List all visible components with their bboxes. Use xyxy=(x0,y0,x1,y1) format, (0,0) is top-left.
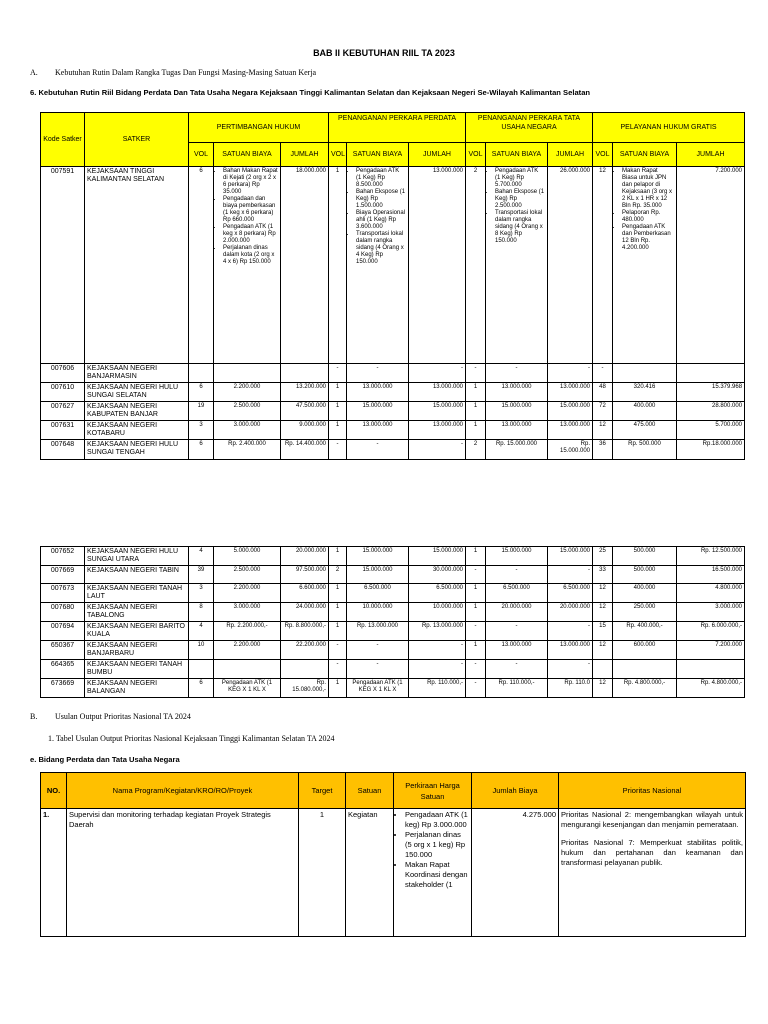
satuan-biaya-cell: 475.000 xyxy=(613,421,677,440)
list-item: • Pengadaan ATK (1 keg) Rp 3.000.000 xyxy=(405,810,469,830)
vol-cell: 12 xyxy=(593,167,613,364)
vol-cell: 6 xyxy=(189,383,214,402)
list-item: • Pengadaan ATK dan Pemberkasan 12 Bln Rp. 4.200.000 xyxy=(622,224,674,252)
header-satker: SATKER xyxy=(85,113,189,167)
table-row xyxy=(41,383,745,402)
satuan-biaya-cell: 15.000.000 xyxy=(486,402,548,421)
nama-program-cell: Supervisi dan monitoring terhadap kegiatan Proyek Strategis Daerah xyxy=(67,809,299,937)
satuan-biaya-cell: 13.000.000 xyxy=(347,383,409,402)
header-target: Target xyxy=(299,773,346,809)
jumlah-cell: 22.200.000 xyxy=(281,641,329,660)
header-jumlah: JUMLAH xyxy=(281,143,329,167)
satker-cell: KEJAKSAAN NEGERI KOTABARU xyxy=(85,421,189,440)
table-row xyxy=(41,364,745,383)
jumlah-cell: 16.500.000 xyxy=(677,566,745,584)
satuan-biaya-cell: Rp. 2.200.000,- xyxy=(214,622,281,641)
satuan-biaya-cell: Rp. 15.000.000 xyxy=(486,440,548,460)
vol-cell: 1 xyxy=(329,421,347,440)
satuan-biaya-cell: 320.416 xyxy=(613,383,677,402)
satuan-biaya-cell: 2.500.000 xyxy=(214,402,281,421)
satuan-biaya-cell: 3.000.000 xyxy=(214,421,281,440)
vol-cell: - xyxy=(466,364,486,383)
list-item: • Pengadaan ATK (1 Keg) Rp 8.500.000 xyxy=(356,168,406,189)
satuan-biaya-cell: Rp. 2.400.000 xyxy=(214,440,281,460)
jumlah-cell: 18.000.000 xyxy=(281,167,329,364)
table-row xyxy=(41,660,745,679)
header-perkara-tun: PENANGANAN PERKARA TATA USAHA NEGARA xyxy=(466,113,593,143)
vol-cell: 6 xyxy=(189,679,214,698)
satuan-biaya-cell: 2.200.000 xyxy=(214,383,281,402)
table-row xyxy=(41,167,745,364)
vol-cell: 10 xyxy=(189,641,214,660)
header-vol: VOL xyxy=(329,143,347,167)
header-satuan: SATUAN BIAYA xyxy=(347,143,409,167)
vol-cell: 4 xyxy=(189,547,214,566)
vol-cell: 4 xyxy=(189,622,214,641)
satuan-biaya-cell: Pengadaan ATK (1 KEG X 1 KL X xyxy=(347,679,409,698)
jumlah-cell: - xyxy=(548,364,593,383)
jumlah-cell: 15.000.000 xyxy=(409,402,466,421)
jumlah-cell: 26.000.000 xyxy=(548,167,593,364)
target-cell: 1 xyxy=(299,809,346,937)
satuan-biaya-cell xyxy=(214,364,281,383)
jumlah-cell: 13.000.000 xyxy=(548,383,593,402)
jumlah-cell: Rp. 15.000.000 xyxy=(548,440,593,460)
vol-cell: 6 xyxy=(189,440,214,460)
table-row xyxy=(41,566,745,584)
vol-cell: 33 xyxy=(593,566,613,584)
table-row xyxy=(41,622,745,641)
table-row xyxy=(41,402,745,421)
satuan-biaya-cell: 2.500.000 xyxy=(214,566,281,584)
vol-cell: - xyxy=(466,660,486,679)
vol-cell: 12 xyxy=(593,603,613,622)
vol-cell: 2 xyxy=(466,167,486,364)
jumlah-cell: 24.000.000 xyxy=(281,603,329,622)
satuan-biaya-cell: 10.000.000 xyxy=(347,603,409,622)
list-item: • Makan Rapat Koordinasi dengan stakeholder (1 xyxy=(405,860,469,890)
header-jumlah: JUMLAH xyxy=(677,143,745,167)
vol-cell: 1 xyxy=(329,547,347,566)
vol-cell: - xyxy=(466,679,486,698)
jumlah-cell xyxy=(281,660,329,679)
satuan-cell: Kegiatan xyxy=(346,809,394,937)
jumlah-cell: 10.000.000 xyxy=(409,603,466,622)
jumlah-cell: - xyxy=(548,660,593,679)
kode-cell: 007694 xyxy=(41,622,85,641)
vol-cell: 12 xyxy=(593,679,613,698)
vol-cell: - xyxy=(466,622,486,641)
kebutuhan-table-top xyxy=(40,112,745,460)
satker-cell: KEJAKSAAN NEGERI HULU SUNGAI UTARA xyxy=(85,547,189,566)
kode-cell: 007610 xyxy=(41,383,85,402)
satuan-biaya-cell: 20.000.000 xyxy=(486,603,548,622)
table-row xyxy=(41,547,745,566)
header-harga-satuan: Perkiraan Harga Satuan xyxy=(394,773,472,809)
jumlah-cell: - xyxy=(409,440,466,460)
satuan-biaya-cell xyxy=(613,660,677,679)
section-a-text: Kebutuhan Rutin Dalam Rangka Tugas Dan Fungsi Masing-Masing Satuan Kerja xyxy=(55,68,317,77)
vol-cell xyxy=(593,660,613,679)
vol-cell: 39 xyxy=(189,566,214,584)
list-item: • Pelaporan Rp. 480.000 xyxy=(622,210,674,224)
satuan-biaya-cell: - xyxy=(486,364,548,383)
vol-cell: 12 xyxy=(593,421,613,440)
header-perkara-perdata: PENANGANAN PERKARA PERDATA xyxy=(329,113,466,143)
vol-cell xyxy=(189,364,214,383)
prioritas-nasional-cell xyxy=(559,809,746,937)
jumlah-cell: Rp. 4.800.000,- xyxy=(677,679,745,698)
jumlah-cell: 13.200.000 xyxy=(281,383,329,402)
jumlah-cell: Rp. 6.000.000,- xyxy=(677,622,745,641)
jumlah-cell: - xyxy=(409,364,466,383)
jumlah-biaya-cell: 4.275.000 xyxy=(472,809,559,937)
jumlah-cell: 5.700.000 xyxy=(677,421,745,440)
satuan-biaya-cell: 13.000.000 xyxy=(347,421,409,440)
list-item: • Pengadaan dan biaya pemberkasan (1 keg x 6 perkara) Rp 660.000 xyxy=(223,196,278,224)
satuan-biaya-cell: 400.000 xyxy=(613,402,677,421)
jumlah-cell: 13.000.000 xyxy=(409,383,466,402)
satker-cell: KEJAKSAAN TINGGI KALIMANTAN SELATAN xyxy=(85,167,189,364)
header-jumlah: JUMLAH xyxy=(409,143,466,167)
satuan-biaya-cell: 250.000 xyxy=(613,603,677,622)
satuan-biaya-cell: - xyxy=(486,566,548,584)
vol-cell: - xyxy=(329,440,347,460)
satuan-biaya-cell: 5.000.000 xyxy=(214,547,281,566)
vol-cell: 1 xyxy=(466,603,486,622)
kode-cell: 007591 xyxy=(41,167,85,364)
satuan-biaya-cell: - xyxy=(486,622,548,641)
header-satuan: SATUAN BIAYA xyxy=(613,143,677,167)
jumlah-cell: 6.500.000 xyxy=(548,584,593,603)
table-row xyxy=(41,679,745,698)
jumlah-cell: Rp. 12.500.000 xyxy=(677,547,745,566)
kode-cell: 007652 xyxy=(41,547,85,566)
list-item: • Pengadaan ATK (1 Keg) Rp 5.700.000 xyxy=(495,168,545,189)
jumlah-cell: 13.000.000 xyxy=(548,641,593,660)
vol-cell: 3 xyxy=(189,421,214,440)
kode-cell: 007680 xyxy=(41,603,85,622)
header-vol: VOL xyxy=(593,143,613,167)
vol-cell: 25 xyxy=(593,547,613,566)
satuan-biaya-cell: - xyxy=(347,660,409,679)
header-kode: Kode Satker xyxy=(41,113,85,167)
jumlah-cell: - xyxy=(409,660,466,679)
jumlah-cell: Rp. 15.080.000,- xyxy=(281,679,329,698)
jumlah-cell xyxy=(677,364,745,383)
satuan-biaya-cell: Rp. 13.000.000 xyxy=(347,622,409,641)
vol-cell: 1 xyxy=(466,421,486,440)
vol-cell: 8 xyxy=(189,603,214,622)
header-pelayanan-hukum: PELAYANAN HUKUM GRATIS xyxy=(593,113,745,143)
header-no: NO. xyxy=(41,773,67,809)
satuan-biaya-cell: 15.000.000 xyxy=(486,547,548,566)
jumlah-cell: 47.500.000 xyxy=(281,402,329,421)
satker-cell: KEJAKSAAN NEGERI BALANGAN xyxy=(85,679,189,698)
satuan-biaya-cell: 13.000.000 xyxy=(486,641,548,660)
satuan-biaya-cell: Rp. 4.800.000,- xyxy=(613,679,677,698)
vol-cell: 1 xyxy=(329,679,347,698)
jumlah-cell: 6.600.000 xyxy=(281,584,329,603)
list-item: • Transportasi lokal dalam rangka sidang (4 Orang x 8 Keg) Rp 150.000 xyxy=(495,210,545,245)
jumlah-cell: - xyxy=(548,566,593,584)
jumlah-cell: 15.000.000 xyxy=(548,547,593,566)
kebutuhan-table-bottom xyxy=(40,546,745,698)
jumlah-cell: - xyxy=(548,622,593,641)
jumlah-cell: 15.000.000 xyxy=(548,402,593,421)
vol-cell: 3 xyxy=(189,584,214,603)
vol-cell: 1 xyxy=(466,641,486,660)
kode-cell: 007631 xyxy=(41,421,85,440)
vol-cell: 1 xyxy=(466,547,486,566)
table-row xyxy=(41,809,746,937)
list-item: • Bahan Makan Rapat di Kejati (2 org x 2 x 6 perkara) Rp 35.000 xyxy=(223,168,278,196)
kode-cell: 007627 xyxy=(41,402,85,421)
jumlah-cell: 28.800.000 xyxy=(677,402,745,421)
section-b-letter: B. xyxy=(30,712,38,721)
list-item: • Pengadaan ATK (1 keg x 8 perkara) Rp 2.000.000 xyxy=(223,224,278,245)
satker-cell: KEJAKSAAN NEGERI TANAH LAUT xyxy=(85,584,189,603)
table-row xyxy=(41,421,745,440)
satuan-biaya-cell: Rp. 110.000,- xyxy=(486,679,548,698)
kode-cell: 007673 xyxy=(41,584,85,603)
vol-cell: 6 xyxy=(189,167,214,364)
harga-satuan-list xyxy=(394,809,472,937)
vol-cell: 1 xyxy=(466,383,486,402)
jumlah-cell: Rp. 110.0 xyxy=(548,679,593,698)
vol-cell: 1 xyxy=(329,383,347,402)
jumlah-cell: - xyxy=(409,641,466,660)
header-vol: VOL xyxy=(189,143,214,167)
kode-cell: 007606 xyxy=(41,364,85,383)
item-6-heading: 6. Kebutuhan Rutin Riil Bidang Perdata Dan Tata Usaha Negara Kejaksaan Tinggi Kalimantan Selatan dan Kejaksaan Negeri Se-Wilayah Kalimantan Selatan xyxy=(30,88,591,97)
list-item: • Transportasi lokal dalam rangka sidang (4 Orang x 4 Keg) Rp 150.000 xyxy=(356,231,406,266)
satuan-biaya-cell: 15.000.000 xyxy=(347,547,409,566)
list-item: • Bahan Ekspose (1 Keg) Rp 2.500.000 xyxy=(495,189,545,210)
jumlah-cell: 13.000.000 xyxy=(548,421,593,440)
satuan-biaya-cell: - xyxy=(347,364,409,383)
header-satuan: SATUAN BIAYA xyxy=(214,143,281,167)
header-vol: VOL xyxy=(466,143,486,167)
table-row xyxy=(41,440,745,460)
satuan-biaya-cell: 2.200.000 xyxy=(214,641,281,660)
vol-cell: - xyxy=(329,364,347,383)
vol-cell: 12 xyxy=(593,584,613,603)
kode-cell: 650367 xyxy=(41,641,85,660)
vol-cell: 19 xyxy=(189,402,214,421)
satuan-biaya-cell xyxy=(214,660,281,679)
jumlah-cell: 30.000.000 xyxy=(409,566,466,584)
table-row xyxy=(41,603,745,622)
vol-cell: 12 xyxy=(593,641,613,660)
vol-cell: 2 xyxy=(466,440,486,460)
kode-cell: 007669 xyxy=(41,566,85,584)
vol-cell: 1 xyxy=(329,584,347,603)
prioritas-nasional-table xyxy=(40,772,746,937)
jumlah-cell xyxy=(281,364,329,383)
section-a-letter: A. xyxy=(30,68,38,77)
jumlah-cell: 15.379.968 xyxy=(677,383,745,402)
list-item: • Bahan Ekspose (1 Keg) Rp 1.500.000 xyxy=(356,189,406,210)
satuan-biaya-list xyxy=(347,167,409,364)
satker-cell: KEJAKSAAN NEGERI KABUPATEN BANJAR xyxy=(85,402,189,421)
table-row xyxy=(41,584,745,603)
jumlah-cell: 15.000.000 xyxy=(409,547,466,566)
satuan-biaya-cell: 13.000.000 xyxy=(486,421,548,440)
satuan-biaya-cell: - xyxy=(486,660,548,679)
page-title: BAB II KEBUTUHAN RIIL TA 2023 xyxy=(313,48,455,58)
jumlah-cell: 4.800.000 xyxy=(677,584,745,603)
jumlah-cell: 3.000.000 xyxy=(677,603,745,622)
satuan-biaya-list xyxy=(486,167,548,364)
jumlah-cell: 13.000.000 xyxy=(409,421,466,440)
kode-cell: 673669 xyxy=(41,679,85,698)
satuan-biaya-cell: 6.500.000 xyxy=(486,584,548,603)
vol-cell: 1 xyxy=(329,622,347,641)
jumlah-cell: 20.000.000 xyxy=(548,603,593,622)
vol-cell xyxy=(189,660,214,679)
header-jumlah-biaya: Jumlah Biaya xyxy=(472,773,559,809)
header-satuan: Satuan xyxy=(346,773,394,809)
satuan-biaya-cell: 2.200.000 xyxy=(214,584,281,603)
list-item: • Perjalanan dinas (5 org x 1 keg) Rp 150.000 xyxy=(405,830,469,860)
satker-cell: KEJAKSAAN NEGERI BANJARBARU xyxy=(85,641,189,660)
jumlah-cell xyxy=(677,660,745,679)
satker-cell: KEJAKSAAN NEGERI TABALONG xyxy=(85,603,189,622)
vol-cell: - xyxy=(466,566,486,584)
satuan-biaya-cell: Rp. 400.000,- xyxy=(613,622,677,641)
section-b1-text: 1. Tabel Usulan Output Prioritas Nasional Kejaksaan Tinggi Kalimantan Selatan TA 2024 xyxy=(48,734,335,743)
satuan-biaya-list xyxy=(613,167,677,364)
section-b-text: Usulan Output Prioritas Nasional TA 2024 xyxy=(55,712,191,721)
jumlah-cell: 13.000.000 xyxy=(409,167,466,364)
prioritas-7-text: Prioritas Nasional 7: Memperkuat stabilitas politik, hukum dan pertahanan dan keamanan dan transformasi pelayanan publik. xyxy=(561,838,743,867)
satker-cell: KEJAKSAAN NEGERI HULU SUNGAI TENGAH xyxy=(85,440,189,460)
satuan-biaya-cell: Pengadaan ATK (1 KEG X 1 KL X xyxy=(214,679,281,698)
vol-cell: 1 xyxy=(329,402,347,421)
satuan-biaya-cell: 13.000.000 xyxy=(486,383,548,402)
table-row xyxy=(41,641,745,660)
header-jumlah: JUMLAH xyxy=(548,143,593,167)
vol-cell: 2 xyxy=(329,566,347,584)
satker-cell: KEJAKSAAN NEGERI BANJARMASIN xyxy=(85,364,189,383)
vol-cell: 36 xyxy=(593,440,613,460)
vol-cell: 1 xyxy=(329,603,347,622)
jumlah-cell: Rp.18.000.000 xyxy=(677,440,745,460)
header-prioritas-nasional: Prioritas Nasional xyxy=(559,773,746,809)
satuan-biaya-cell: 15.000.000 xyxy=(347,402,409,421)
satuan-biaya-cell: 15.000.000 xyxy=(347,566,409,584)
vol-cell: - xyxy=(329,660,347,679)
header-satuan: SATUAN BIAYA xyxy=(486,143,548,167)
satuan-biaya-cell: Rp. 500.000 xyxy=(613,440,677,460)
satuan-biaya-cell: 6.500.000 xyxy=(347,584,409,603)
vol-cell: 48 xyxy=(593,383,613,402)
satuan-biaya-cell: 3.000.000 xyxy=(214,603,281,622)
vol-cell: - xyxy=(329,641,347,660)
satker-cell: KEJAKSAAN NEGERI HULU SUNGAI SELATAN xyxy=(85,383,189,402)
vol-cell: 72 xyxy=(593,402,613,421)
header-nama-program: Nama Program/Kegiatan/KRO/RO/Proyek xyxy=(67,773,299,809)
satuan-biaya-cell: - xyxy=(347,641,409,660)
vol-cell: 15 xyxy=(593,622,613,641)
header-pertimbangan-hukum: PERTIMBANGAN HUKUM xyxy=(189,113,329,143)
satuan-biaya-cell: - xyxy=(347,440,409,460)
list-item: • Biaya Operasional ahli (1 Keg) Rp 3.600.000 xyxy=(356,210,406,231)
kode-cell: 664365 xyxy=(41,660,85,679)
vol-cell: - xyxy=(593,364,613,383)
jumlah-cell: 6.500.000 xyxy=(409,584,466,603)
satuan-biaya-cell: 400.000 xyxy=(613,584,677,603)
kode-cell: 007648 xyxy=(41,440,85,460)
satker-cell: KEJAKSAAN NEGERI TANAH BUMBU xyxy=(85,660,189,679)
jumlah-cell: 20.000.000 xyxy=(281,547,329,566)
list-item: • Makan Rapat Biasa untuk JPN dan pelapor di Kejaksaan (3 org x 2 KL x 1 HR x 12 Bln Rp. 35.000 xyxy=(622,168,674,210)
jumlah-cell: Rp. 8.800.000,- xyxy=(281,622,329,641)
vol-cell: 1 xyxy=(466,584,486,603)
jumlah-cell: 7.200.000 xyxy=(677,167,745,364)
vol-cell: 1 xyxy=(329,167,347,364)
satuan-biaya-cell xyxy=(613,364,677,383)
satuan-biaya-cell: 600.000 xyxy=(613,641,677,660)
jumlah-cell: Rp. 13.000.000 xyxy=(409,622,466,641)
satuan-biaya-list xyxy=(214,167,281,364)
vol-cell: 1 xyxy=(466,402,486,421)
satker-cell: KEJAKSAAN NEGERI BARITO KUALA xyxy=(85,622,189,641)
jumlah-cell: Rp. 110.000,- xyxy=(409,679,466,698)
satuan-biaya-cell: 500.000 xyxy=(613,566,677,584)
jumlah-cell: Rp. 14.400.000 xyxy=(281,440,329,460)
no-cell: 1. xyxy=(41,809,67,937)
prioritas-2-text: Prioritas Nasional 2: mengembangkan wilayah untuk mengurangi kesenjangan dan menjamin pemerataan. xyxy=(561,810,743,829)
list-item: • Perjalanan dinas dalam kota (2 org x 4 x 6) Rp 150.000 xyxy=(223,245,278,266)
jumlah-cell: 7.200.000 xyxy=(677,641,745,660)
satker-cell: KEJAKSAAN NEGERI TABIN xyxy=(85,566,189,584)
section-e-heading: e. Bidang Perdata dan Tata Usaha Negara xyxy=(30,755,180,764)
satuan-biaya-cell: 500.000 xyxy=(613,547,677,566)
jumlah-cell: 97.500.000 xyxy=(281,566,329,584)
jumlah-cell: 9.000.000 xyxy=(281,421,329,440)
